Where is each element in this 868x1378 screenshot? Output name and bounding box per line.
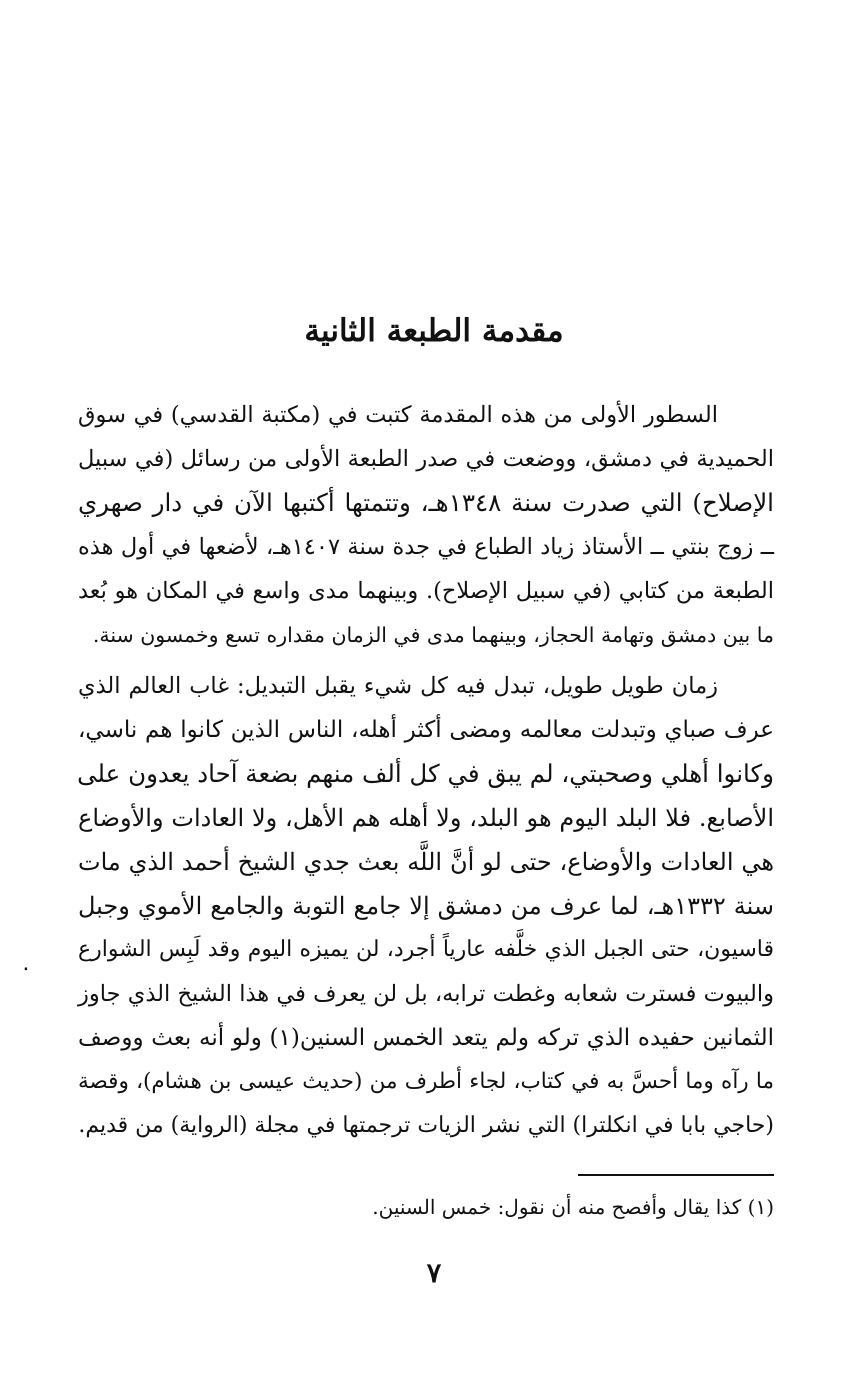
text-line: سنة ١٣٣٢هـ، لما عرف من دمشق إلا جامع التوبة والجامع الأموي وجبل (78, 892, 774, 920)
text-line: (حاجي بابا في انكلترا) التي نشر الزيات ترجمتها في مجلة (الرواية) من قديم. (78, 1113, 774, 1138)
text-line: الأصابع. فلا البلد اليوم هو البلد، ولا أهله هم الأهل، ولا العادات والأوضاع (78, 804, 774, 832)
text-line: الثمانين حفيده الذي تركه ولم يتعد الخمس السنين(١) ولو أنه بعث ووصف (78, 1025, 774, 1051)
text-line: الإصلاح) التي صدرت سنة ١٣٤٨هـ، وتتمتها أكتبها الآن في دار صهري (78, 488, 774, 517)
footnote-separator (578, 1174, 774, 1176)
page-title: مقدمة الطبعة الثانية (304, 313, 564, 349)
margin-mark: ٠ (20, 956, 32, 981)
footnote: (١) كذا يقال وأفصح منه أن نقول: خمس السنين. (372, 1195, 774, 1219)
text-line: والبيوت فسترت شعابه وغطت ترابه، بل لن يعرف في هذا الشيخ الذي جاوز (78, 981, 774, 1007)
page-number: ٧ (426, 1258, 442, 1289)
text-line: الطبعة من كتابي (في سبيل الإصلاح). وبينهما مدى واسع في المكان هو بُعد (78, 578, 774, 604)
text-line: عرف صباي وتبدلت معالمه ومضى أكثر أهله، الناس الذين كانوا هم ناسي، (78, 717, 774, 743)
text-line: هي العادات والأوضاع، حتى لو أنَّ اللَّه بعث جدي الشيخ أحمد الذي مات (78, 848, 774, 876)
text-line: الحميدية في دمشق، ووضعت في صدر الطبعة الأولى من رسائل (في سبيل (78, 446, 774, 472)
text-line: ما رآه وما أحسَّ به في كتاب، لجاء أطرف من (حديث عيسى بن هشام)، وقصة (78, 1069, 774, 1094)
text-line: زمان طويل طويل، تبدل فيه كل شيء يقبل التبديل: غاب العالم الذي (78, 673, 718, 699)
text-line: ــ زوج بنتي ــ الأستاذ زياد الطباع في جدة سنة ١٤٠٧هـ، لأضعها في أول هذه (78, 534, 774, 560)
text-line: السطور الأولى من هذه المقدمة كتبت في (مكتبة القدسي) في سوق (78, 402, 718, 428)
text-line: ما بين دمشق وتهامة الحجاز، وبينهما مدى في الزمان مقداره تسع وخمسون سنة. (92, 623, 774, 647)
text-line: وكانوا أهلي وصحبتي، لم يبق في كل ألف منهم بضعة آحاد يعدون على (77, 759, 774, 788)
text-line: قاسيون، حتى الجبل الذي خلَّفه عارياً أجرد، لن يميزه اليوم وقد لَبِس الشوارع (78, 937, 774, 962)
